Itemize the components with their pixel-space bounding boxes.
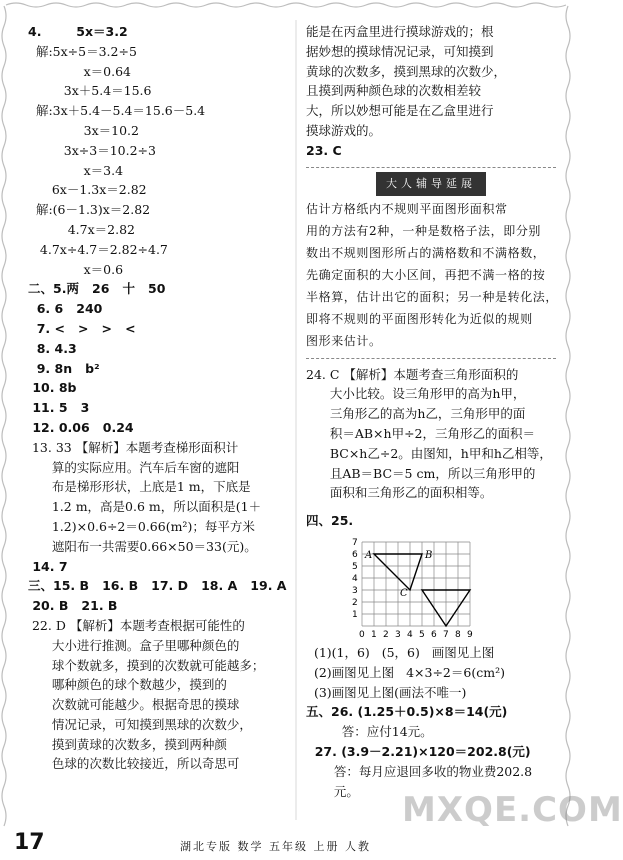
answer-line: 6. 6 240 bbox=[28, 301, 103, 317]
answer-line: 二、5.两 26 十 50 bbox=[28, 281, 166, 297]
answer-line: 7. < > > < bbox=[28, 320, 136, 336]
question-25-label: 四、25. bbox=[306, 513, 354, 529]
y-tick-label: 7 bbox=[352, 538, 358, 548]
answer-line: 三角形乙的高为h乙，三角形甲的面 bbox=[306, 406, 526, 422]
answer-line: 10. 8b bbox=[28, 380, 77, 396]
answer-line: 且AB＝BC＝5 cm，所以三角形甲的 bbox=[306, 465, 536, 481]
answer-line: x＝0.6 bbox=[28, 261, 124, 277]
guide-line: 先确定面积的大小区间，再把不满一格的按 bbox=[306, 267, 546, 282]
answer-line: 哪种颜色的球个数越少，摸到的 bbox=[28, 677, 227, 693]
left-column bbox=[28, 22, 296, 774]
answer-line: 13. 33 【解析】本题考查梯形面积计 bbox=[28, 439, 239, 455]
answer-line: (1)(1，6) (5，6) 画图见上图 bbox=[306, 644, 495, 660]
answer-line: 22. D 【解析】本题考查根据可能性的 bbox=[28, 617, 245, 633]
answer-line: 情况记录，可知摸到黑球的次数少， bbox=[28, 716, 252, 732]
watermark: MXQE.COM bbox=[402, 790, 623, 830]
answer-line: 元。 bbox=[306, 783, 359, 799]
answer-line: 色球的次数比较接近，所以奇思可 bbox=[28, 756, 240, 772]
guide-line: 用的方法有2种，一种是数格子法，即分别 bbox=[306, 223, 542, 238]
x-tick-label: 3 bbox=[395, 630, 401, 640]
answer-line: 大，所以妙想可能是在乙盒里进行 bbox=[306, 103, 494, 119]
answer-line: 据妙想的摸球情况记录，可知摸到 bbox=[306, 43, 494, 59]
answer-line: 4.7x＝2.82 bbox=[28, 221, 135, 237]
answer-line: 3x＋5.4＝15.6 bbox=[28, 83, 152, 99]
answer-line: 大小比较。设三角形甲的高为h甲， bbox=[306, 386, 526, 402]
answer-line: 24. C 【解析】本题考查三角形面积的 bbox=[306, 366, 519, 382]
answer-line: (3)画图见上图(画法不唯一) bbox=[306, 684, 467, 700]
answer-line: 27. (3.9－2.21)×120＝202.8(元) bbox=[306, 743, 531, 759]
answer-line: 6x－1.3x＝2.82 bbox=[28, 182, 147, 198]
answer-line: 五、26. (1.25＋0.5)×8＝14(元) bbox=[306, 704, 508, 720]
answer-line: 积＝AB×h甲÷2，三角形乙的面积＝ bbox=[306, 425, 536, 441]
y-tick-label: 3 bbox=[352, 586, 358, 596]
page-footer bbox=[0, 830, 574, 860]
answer-line: 答：应付14元。 bbox=[306, 724, 433, 740]
answer-line: 三、15. B 16. B 17. D 18. A 19. A bbox=[28, 578, 287, 594]
x-tick-label: 0 bbox=[359, 630, 365, 640]
point-label-b: B bbox=[425, 550, 433, 561]
answer-line: 解:(6－1.3)x＝2.82 bbox=[28, 202, 151, 218]
answer-line: 布是梯形形状，上底是1 m，下底是 bbox=[28, 479, 251, 495]
x-tick-label: 4 bbox=[407, 630, 413, 640]
guide-line: 图形来估计。 bbox=[306, 333, 382, 348]
answer-line: 能是在丙盒里进行摸球游戏的；根 bbox=[306, 24, 494, 39]
answer-line: 1.2)×0.6÷2＝0.66(m²)；每平方米 bbox=[28, 518, 255, 534]
answer-line: 3x÷3＝10.2÷3 bbox=[28, 142, 156, 158]
answer-line: 4.7x÷4.7＝2.82÷4.7 bbox=[28, 241, 168, 257]
x-tick-label: 2 bbox=[383, 630, 389, 640]
y-tick-label: 4 bbox=[352, 574, 358, 584]
answer-line: 1.2 m，高是0.6 m，所以面积是(1＋ bbox=[28, 499, 262, 515]
answer-line: 解:5x÷5＝3.2÷5 bbox=[28, 43, 137, 59]
answer-line: BC×h乙÷2。由图知，h甲和h乙相等， bbox=[306, 445, 552, 461]
answer-line: 9. 8n b² bbox=[28, 360, 100, 376]
answer-line: 摸到黄球的次数多，摸到两种颜 bbox=[28, 736, 227, 752]
answer-line: 摸球游戏的。 bbox=[306, 122, 382, 138]
point-label-a: A bbox=[365, 550, 373, 561]
answer-line: 14. 7 bbox=[28, 558, 68, 574]
answer-line: 12. 0.06 0.24 bbox=[28, 419, 134, 435]
answer-line: 23. C bbox=[306, 142, 342, 158]
answer-line: (2)画图见上图 4×3÷2＝6(cm²) bbox=[306, 664, 505, 680]
page-number: 17 bbox=[14, 830, 45, 855]
x-tick-label: 8 bbox=[455, 630, 461, 640]
answer-line: 且摸到两种颜色球的次数相差较 bbox=[306, 83, 482, 99]
answer-line: x＝0.64 bbox=[28, 63, 132, 79]
answer-line: 次数就可能越少。根据奇思的摸球 bbox=[28, 697, 240, 713]
answer-line: 答：每月应退回多收的物业费202.8 bbox=[306, 763, 533, 779]
guide-line: 半格算，估计出它的面积；另一种是转化法， bbox=[306, 289, 559, 304]
answer-line: 面积和三角形乙的面积相等。 bbox=[306, 485, 493, 501]
answer-line: 算的实际应用。汽车后车窗的遮阳 bbox=[28, 459, 240, 475]
answer-line: x＝3.4 bbox=[28, 162, 124, 178]
answer-line: 4. 5x＝3.2 bbox=[28, 24, 128, 39]
answer-line: 大小进行推测。盒子里哪种颜色的 bbox=[28, 637, 240, 653]
answer-line: 解:3x＋5.4－5.4＝15.6－5.4 bbox=[28, 103, 206, 119]
x-tick-label: 5 bbox=[419, 630, 425, 640]
answer-line: 黄球的次数多，摸到黑球的次数少， bbox=[306, 63, 507, 79]
answer-line: 8. 4.3 bbox=[28, 340, 77, 356]
x-tick-label: 1 bbox=[371, 630, 377, 640]
y-tick-label: 5 bbox=[352, 562, 358, 572]
x-tick-label: 9 bbox=[467, 630, 473, 640]
y-tick-label: 2 bbox=[352, 598, 358, 608]
answer-line: 3x＝10.2 bbox=[28, 122, 139, 138]
coordinate-grid-figure bbox=[348, 516, 478, 642]
answer-line: 11. 5 3 bbox=[28, 400, 90, 416]
x-tick-label: 6 bbox=[431, 630, 437, 640]
answer-line: 球个数就多，摸到的次数就可能越多； bbox=[28, 657, 265, 673]
guide-line: 即将不规则的平面图形转化为近似的规则 bbox=[306, 311, 533, 326]
guide-line: 估计方格纸内不规则平面图形面积常 bbox=[306, 201, 508, 216]
y-tick-label: 6 bbox=[352, 550, 358, 560]
point-label-c: C bbox=[400, 588, 408, 599]
right-column bbox=[306, 22, 559, 801]
tutor-extension-box bbox=[306, 167, 559, 359]
answer-line: 20. B 21. B bbox=[28, 598, 118, 614]
x-tick-label: 7 bbox=[443, 630, 449, 640]
tutor-extension-title: 大人辅导延展 bbox=[306, 172, 556, 196]
answer-line: 遮阳布一共需要0.66×50＝33(元)。 bbox=[28, 538, 257, 554]
guide-line: 数出不规则图形所占的满格数和不满格数， bbox=[306, 245, 546, 260]
footer-text: 湖北专版 数学 五年级 上册 人教 bbox=[180, 840, 371, 853]
y-tick-label: 1 bbox=[352, 610, 358, 620]
